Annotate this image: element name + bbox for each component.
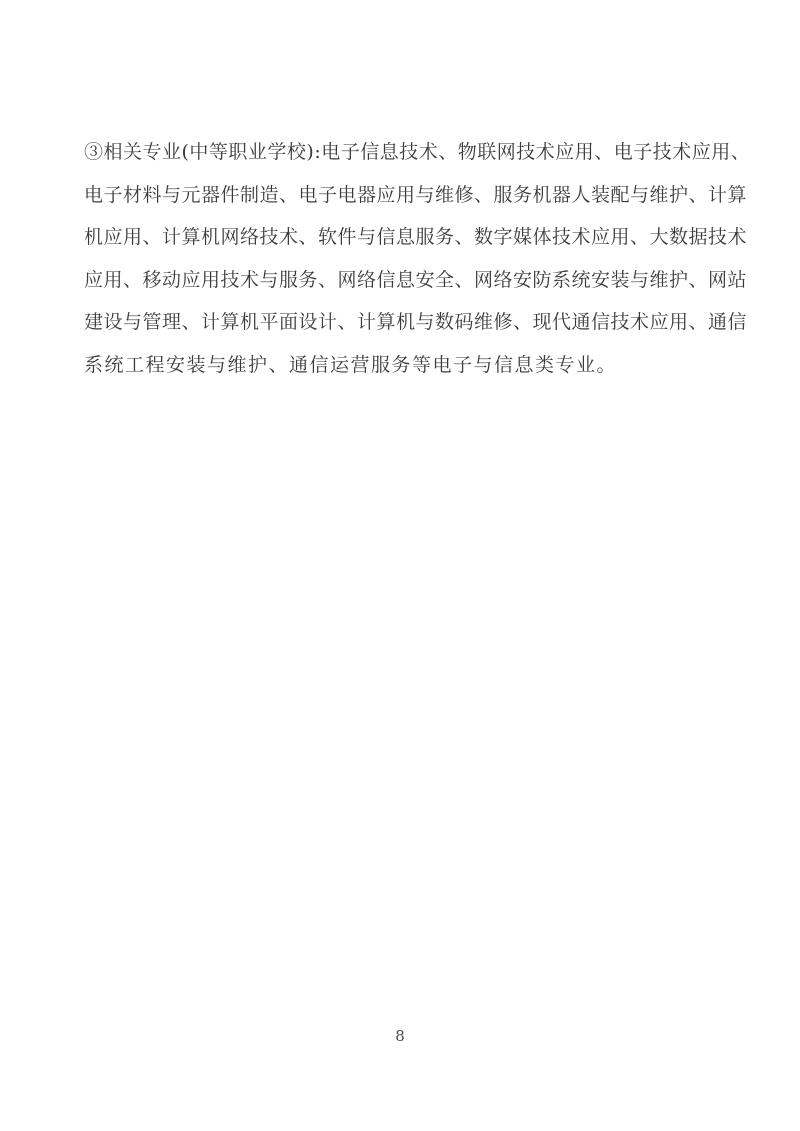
paragraph-line: 应用、移动应用技术与服务、网络信息安全、网络安防系统安装与维护、网站 bbox=[84, 268, 748, 291]
paragraph-line: 机应用、计算机网络技术、软件与信息服务、数字媒体技术应用、大数据技术 bbox=[84, 226, 748, 248]
paragraph-line: 系统工程安装与维护、通信运营服务等电子与信息类专业。 bbox=[84, 353, 618, 376]
paragraph-line: ③相关专业(中等职业学校):电子信息技术、物联网技术应用、电子技术应用、 bbox=[84, 141, 751, 163]
page-footer bbox=[0, 1026, 800, 1045]
paragraph bbox=[84, 131, 751, 386]
page-number: 8 bbox=[395, 1027, 405, 1045]
paragraph-line: 电子材料与元器件制造、电子电器应用与维修、服务机器人装配与维护、计算 bbox=[84, 183, 748, 206]
paragraph-line: 建设与管理、计算机平面设计、计算机与数码维修、现代通信技术应用、通信 bbox=[84, 311, 748, 333]
